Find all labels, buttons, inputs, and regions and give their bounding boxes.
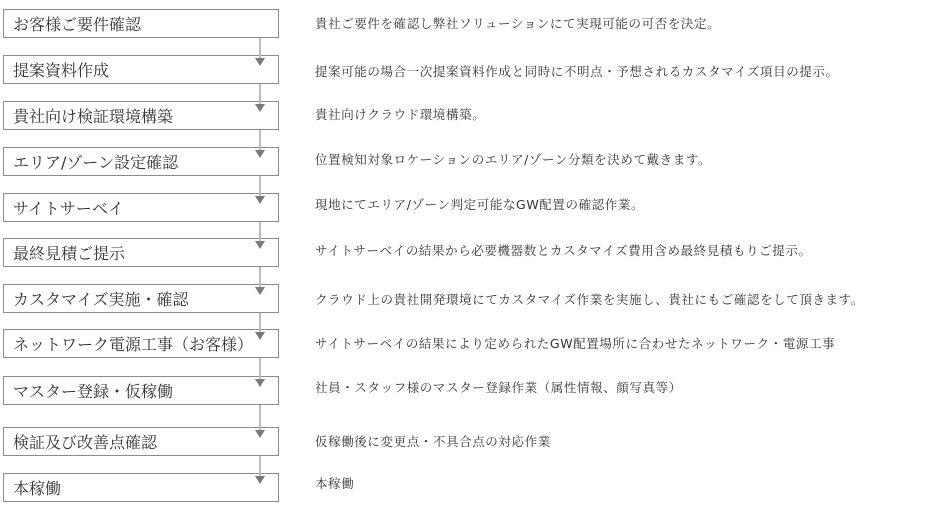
step-label: ネットワーク電源工事（お客様）	[13, 335, 254, 354]
step-box-test-environment	[3, 101, 279, 130]
step-description: 提案可能の場合一次提案資料作成と同時に不明点・予想されるカスタマイズ項目の提示。	[315, 64, 839, 79]
connector-line	[259, 176, 261, 198]
connector-line	[259, 405, 261, 432]
step-label: 検証及び改善点確認	[13, 433, 158, 452]
connector-line	[259, 130, 261, 152]
step-box-network-power	[3, 329, 279, 358]
step-label: 提案資料作成	[13, 61, 110, 80]
arrow-down-icon	[255, 332, 265, 340]
step-box-area-zone	[3, 147, 279, 176]
step-box-production	[3, 473, 279, 502]
step-label: 本稼働	[13, 479, 62, 498]
connector-line	[259, 313, 261, 334]
arrow-down-icon	[255, 379, 265, 387]
step-label: 最終見積ご提示	[13, 244, 126, 263]
step-label: エリア/ゾーン設定確認	[13, 153, 179, 172]
step-box-proposal	[3, 55, 279, 84]
step-description: サイトサーベイの結果により定められたGW配置場所に合わせたネットワーク・電源工事	[315, 336, 836, 351]
connector-line	[259, 358, 261, 381]
step-label: カスタマイズ実施・確認	[13, 290, 189, 309]
step-description: 貴社ご要件を確認し弊社ソリューションにて実現可能の可否を決定。	[315, 16, 721, 31]
step-label: サイトサーベイ	[13, 199, 124, 218]
arrow-down-icon	[255, 104, 265, 112]
arrow-down-icon	[255, 150, 265, 158]
arrow-down-icon	[255, 430, 265, 438]
step-box-customization	[3, 284, 279, 313]
arrow-down-icon	[255, 287, 265, 295]
arrow-down-icon	[255, 58, 265, 66]
step-description: 本稼働	[315, 476, 355, 491]
connector-line	[259, 267, 261, 289]
step-description: 位置検知対象ロケーションのエリア/ゾーン分類を決めて戴きます。	[315, 152, 712, 167]
step-description: サイトサーベイの結果から必要機器数とカスタマイズ費用含め最終見積もりご提示。	[315, 243, 812, 258]
connector-line	[259, 222, 261, 243]
connector-line	[259, 38, 261, 60]
step-box-final-quote	[3, 238, 279, 267]
step-label: マスター登録・仮稼働	[13, 382, 174, 401]
step-label: お客様ご要件確認	[13, 15, 142, 34]
step-label: 貴社向け検証環境構築	[13, 107, 174, 126]
step-description: 現地にてエリア/ゾーン判定可能なGW配置の確認作業。	[315, 197, 645, 212]
arrow-down-icon	[255, 241, 265, 249]
connector-line	[259, 456, 261, 478]
step-box-site-survey	[3, 193, 279, 222]
step-description: 貴社向けクラウド環境構築。	[315, 107, 486, 122]
arrow-down-icon	[255, 476, 265, 484]
step-box-verification	[3, 427, 279, 456]
connector-line	[259, 84, 261, 106]
step-description: 仮稼働後に変更点・不具合点の対応作業	[315, 434, 551, 449]
step-description: クラウド上の貴社開発環境にてカスタマイズ作業を実施し、貴社にもご確認をして頂きます。	[315, 292, 864, 307]
step-description: 社員・スタッフ様のマスター登録作業（属性情報、顔写真等）	[315, 380, 682, 395]
step-box-master-registration	[3, 376, 279, 405]
step-box-requirements	[3, 9, 279, 38]
arrow-down-icon	[255, 196, 265, 204]
